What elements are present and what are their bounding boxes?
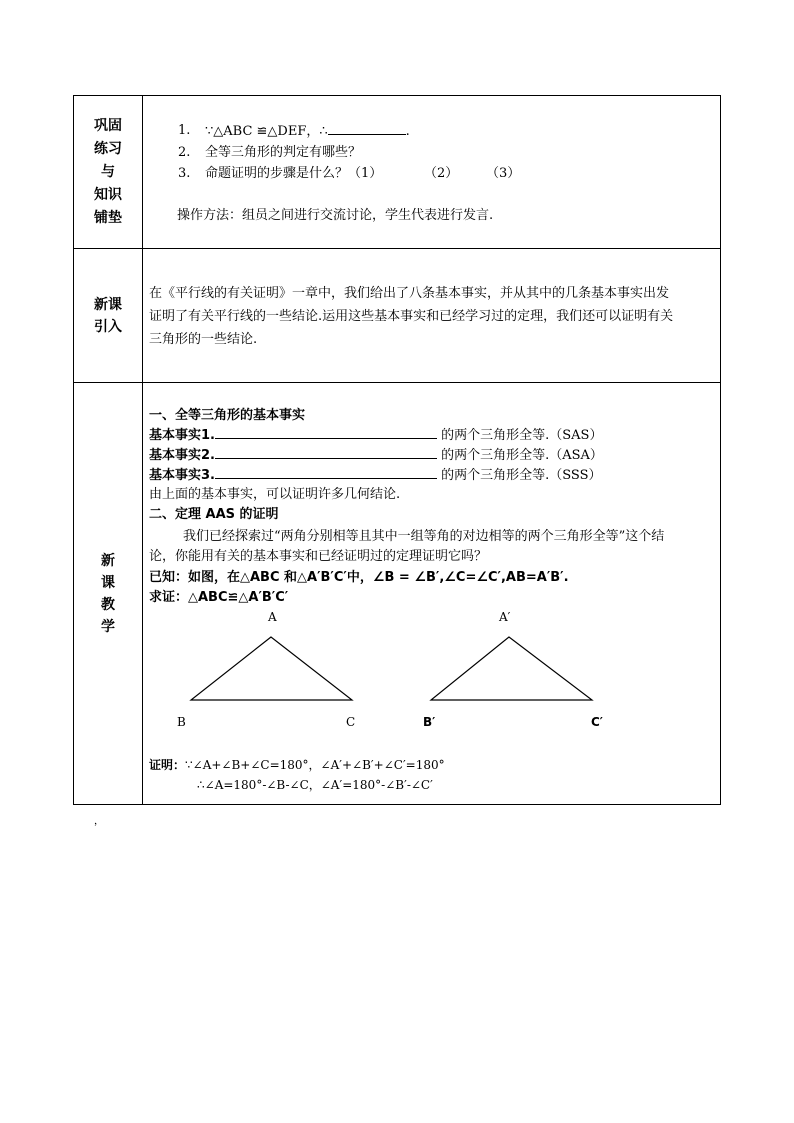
fact-label: 基本事实3. <box>149 468 215 483</box>
label-line: 知识 <box>94 186 122 203</box>
problem-paragraph-line-1: 我们已经探索过“两角分别相等且其中一组等角的对边相等的两个三角形全等”这个结 <box>183 529 665 544</box>
lesson-table <box>73 95 721 805</box>
practice-item-3-part3: （3） <box>486 166 521 181</box>
section-1-title: 一、全等三角形的基本事实 <box>149 408 306 423</box>
proof-line-2: ∴∠A=180°-∠B-∠C，∠A′=180°-∠B′-∠C′ <box>197 778 433 792</box>
triangle-a-prime-b-prime-c-prime <box>431 637 592 700</box>
introduction-paragraph <box>149 282 717 351</box>
intro-line: 证明了有关平行线的一些结论.运用这些基本事实和已经学习过的定理，我们还可以证明有关 <box>149 309 674 324</box>
item-number: 3. <box>178 166 191 181</box>
fact-label: 基本事实2. <box>149 448 215 463</box>
triangle-abc <box>191 637 352 700</box>
label-line: 教 <box>101 596 115 613</box>
answer-blank <box>328 122 406 135</box>
label-line: 新课 <box>94 296 122 313</box>
fact-blank <box>215 446 437 459</box>
fact-blank <box>215 426 437 439</box>
row-label-cell <box>74 249 143 382</box>
row-label-cell <box>74 96 143 248</box>
fact-blank <box>215 466 437 479</box>
fact-suffix: 的两个三角形全等.（SSS） <box>436 468 602 483</box>
label-line: 学 <box>101 618 115 635</box>
practice-content <box>143 96 720 248</box>
vertex-label-a-prime: A′ <box>499 610 511 624</box>
label-line: 巩固 <box>94 117 122 134</box>
prove-statement: 求证：△ABC≌△A′B′C′ <box>149 590 289 605</box>
note-text: 由上面的基本事实，可以证明许多几何结论. <box>149 487 401 502</box>
fact-suffix: 的两个三角形全等.（ASA） <box>436 448 603 463</box>
item-text: . <box>405 124 410 139</box>
intro-line: 三角形的一些结论. <box>149 332 258 347</box>
fact-suffix: 的两个三角形全等.（SAS） <box>436 428 603 443</box>
label-line: 练习 <box>94 140 122 157</box>
basic-fact-3 <box>149 466 602 485</box>
label-line: 铺垫 <box>94 209 122 226</box>
row-label-cell <box>74 383 143 804</box>
basic-fact-2 <box>149 446 603 465</box>
introduction-content <box>143 249 720 382</box>
vertex-label-c: C <box>346 715 356 729</box>
item-text: ∵△ABC ≌△DEF，∴ <box>205 124 328 139</box>
practice-item-3: 命题证明的步骤是什么？（1） <box>205 166 383 181</box>
proof-text: ∵∠A+∠B+∠C=180°，∠A′+∠B′+∠C′=180° <box>185 758 445 772</box>
footer-mark: ， <box>94 816 104 827</box>
proof-label: 证明： <box>149 758 186 772</box>
vertex-label-c-prime: C′ <box>591 715 603 729</box>
label-line: 与 <box>101 163 115 180</box>
practice-item-1 <box>205 122 410 141</box>
basic-fact-1 <box>149 426 602 445</box>
row-label-new-lesson <box>93 550 123 638</box>
label-line: 引入 <box>94 318 122 335</box>
method-text: 操作方法：组员之间进行交流讨论，学生代表进行发言. <box>177 208 494 223</box>
vertex-label-a: A <box>268 610 277 624</box>
intro-line: 在《平行线的有关证明》一章中，我们给出了八条基本事实，并从其中的几条基本事实出发 <box>149 286 670 301</box>
practice-item-3-part2: （2） <box>424 166 459 181</box>
problem-paragraph-line-2: 论，你能用有关的基本事实和已经证明过的定理证明它吗？ <box>149 549 488 564</box>
item-number: 2. <box>178 145 191 160</box>
row-practice <box>74 96 720 249</box>
section-2-title: 二、定理 AAS 的证明 <box>149 507 279 522</box>
vertex-label-b: B <box>177 715 186 729</box>
fact-label: 基本事实1. <box>149 428 215 443</box>
row-label-practice <box>93 115 123 230</box>
label-line: 新 <box>101 552 115 569</box>
given-statement: 已知：如图，在△ABC 和△A′B′C′中，∠B = ∠B′,∠C=∠C′,AB=A′B′. <box>149 570 569 585</box>
label-line: 课 <box>101 574 115 591</box>
proof-line-1 <box>149 756 445 774</box>
row-label-introduction <box>93 294 123 338</box>
vertex-label-b-prime: B′ <box>423 715 436 729</box>
practice-item-2: 全等三角形的判定有哪些？ <box>205 145 362 160</box>
new-lesson-content <box>143 383 720 804</box>
row-new-lesson <box>74 383 720 804</box>
item-number: 1. <box>178 123 191 138</box>
row-introduction <box>74 249 720 383</box>
